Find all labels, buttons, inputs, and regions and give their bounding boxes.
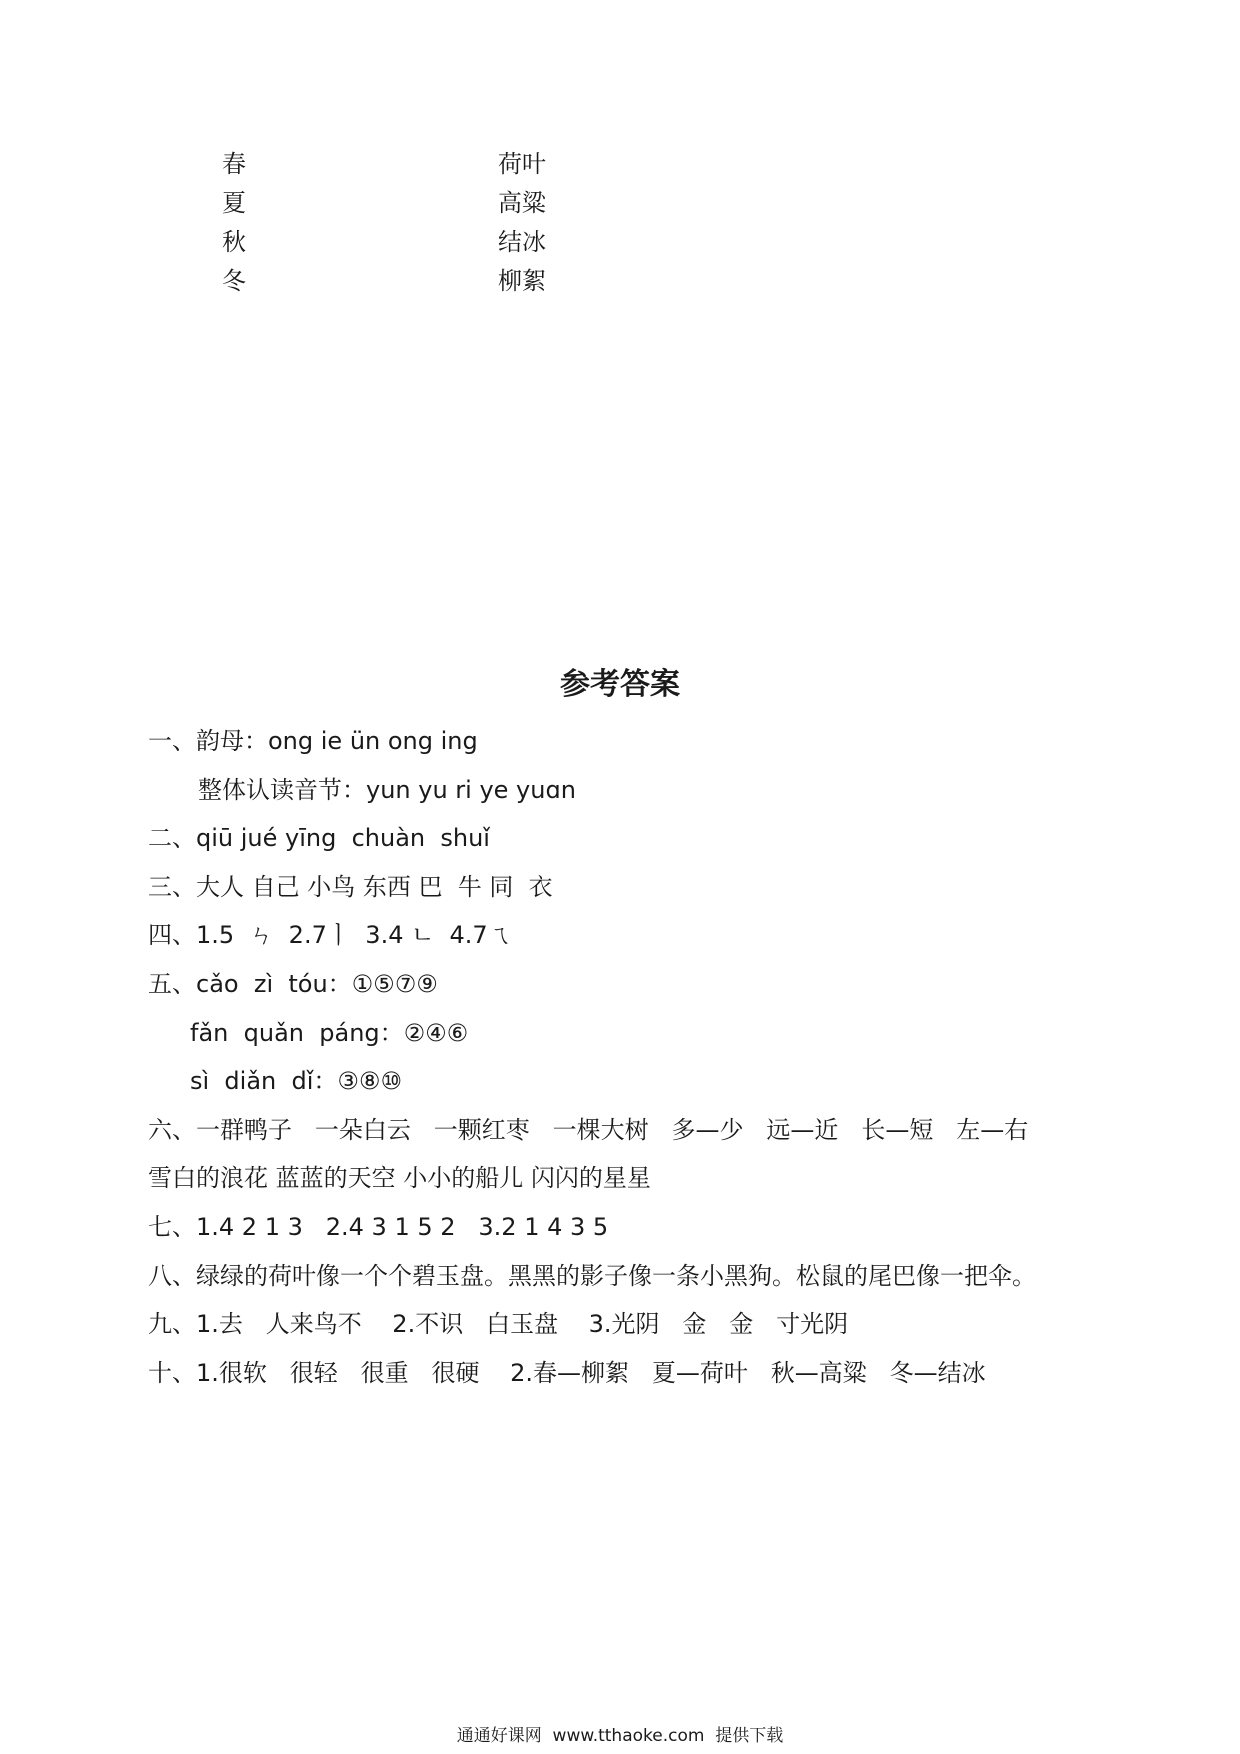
answer-line-5b: fǎn quǎn páng：②④⑥ xyxy=(190,1019,469,1047)
answer-line-4: 四、1.5 ㄣ 2.7ㅣ 3.4 ㄴ 4.7ㄟ xyxy=(148,921,512,949)
season-winter: 冬 xyxy=(222,267,246,295)
item-sorghum: 高粱 xyxy=(498,189,546,217)
answer-line-9: 九、1.去 人来鸟不 2.不识 白玉盘 3.光阴 金 金 寸光阴 xyxy=(148,1310,849,1338)
item-catkin: 柳絮 xyxy=(498,267,546,295)
answer-line-10: 十、1.很软 很轻 很重 很硬 2.春—柳絮 夏—荷叶 秋—高粱 冬—结冰 xyxy=(148,1359,986,1387)
season-summer: 夏 xyxy=(222,189,246,217)
answer-line-5c: sì diǎn dǐ：③⑧⑩ xyxy=(190,1067,402,1095)
answer-line-1b: 整体认读音节：yun yu ri ye yuɑn xyxy=(198,776,576,804)
answer-line-3: 三、大人 自己 小鸟 东西 巴 牛 同 衣 xyxy=(148,873,553,901)
season-autumn: 秋 xyxy=(222,228,246,256)
season-spring: 春 xyxy=(222,150,246,178)
answer-line-6b: 雪白的浪花 蓝蓝的天空 小小的船儿 闪闪的星星 xyxy=(148,1164,651,1192)
answer-line-8: 八、绿绿的荷叶像一个个碧玉盘。黑黑的影子像一条小黑狗。松鼠的尾巴像一把伞。 xyxy=(148,1262,1036,1290)
answer-key-title: 参考答案 xyxy=(560,667,680,702)
answer-line-7: 七、1.4 2 1 3 2.4 3 1 5 2 3.2 1 4 3 5 xyxy=(148,1213,609,1241)
answer-line-1: 一、韵母：ong ie ün ong ing xyxy=(148,727,478,755)
page-footer: 通通好课网 www.tthaoke.com 提供下载 xyxy=(456,1726,784,1746)
item-lotus-leaf: 荷叶 xyxy=(498,150,546,178)
answer-line-6: 六、一群鸭子 一朵白云 一颗红枣 一棵大树 多—少 远—近 长—短 左—右 xyxy=(148,1116,1029,1144)
item-ice: 结冰 xyxy=(498,228,546,256)
answer-line-5: 五、cǎo zì tóu：①⑤⑦⑨ xyxy=(148,970,438,998)
answer-line-2: 二、qiū jué yīng chuàn shuǐ xyxy=(148,824,490,852)
